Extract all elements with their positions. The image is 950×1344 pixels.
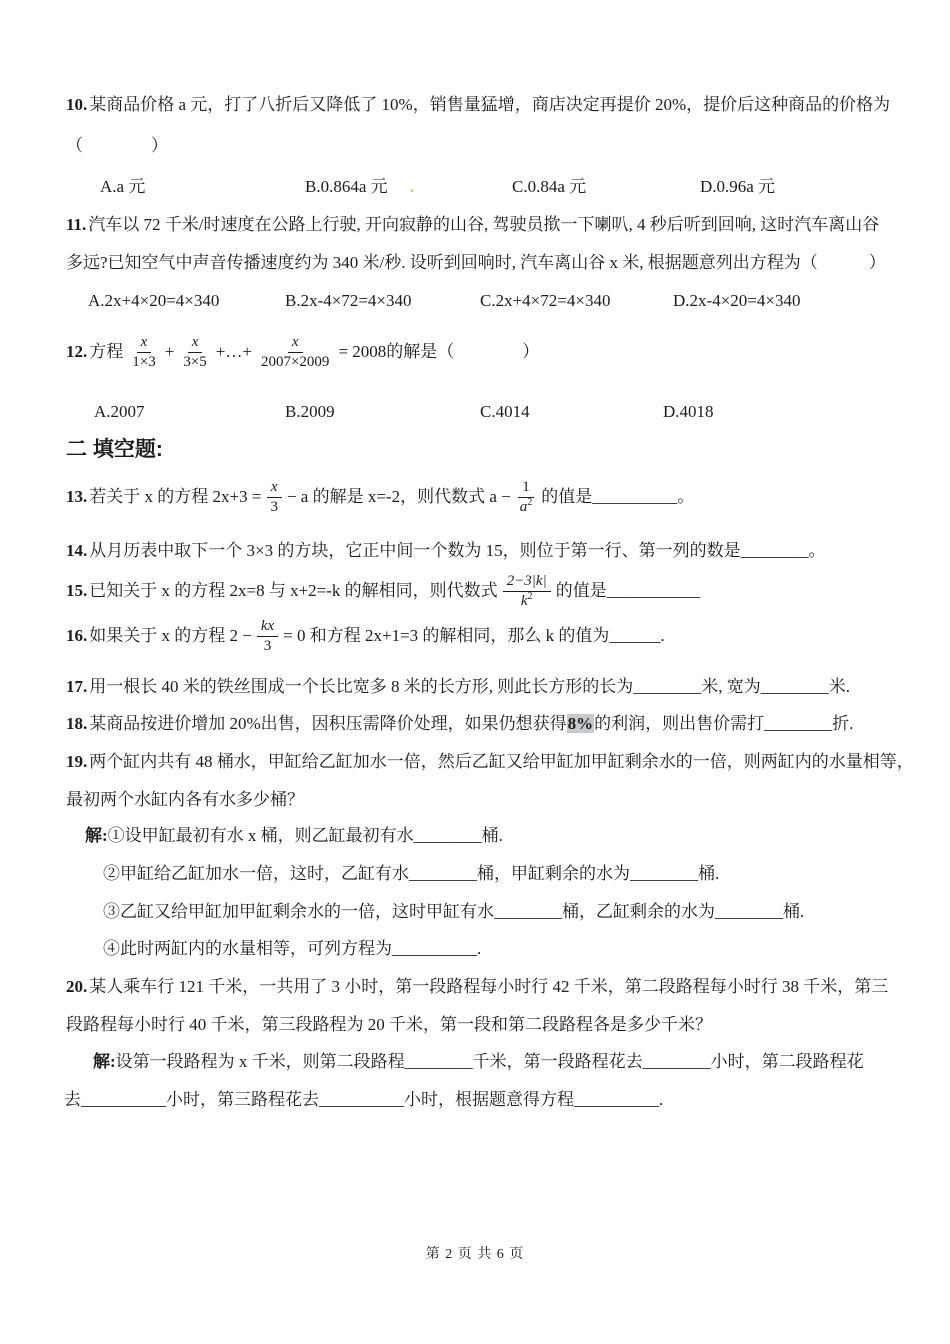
question-11-text2: 多远?已知空气中声音传播速度约为 340 米/秒. 设听到回响时, 汽车离山谷 x 米, 根据题意列出方程为（ ） — [66, 253, 886, 272]
question-12-number: 12. — [66, 342, 88, 361]
denominator-exponent: 2 — [527, 496, 533, 508]
question-16-text1: 如果关于 x 的方程 2 − — [89, 626, 252, 645]
question-17-number: 17. — [66, 677, 88, 696]
fraction-2 — [179, 333, 210, 372]
option-d: D.0.96a 元 — [700, 177, 776, 196]
fraction-numerator: 1 — [518, 478, 534, 498]
fraction-kx-over-3 — [257, 617, 278, 656]
question-15-text1: 已知关于 x 的方程 2x=8 与 x+2=-k 的解相同，则代数式 — [89, 581, 498, 600]
question-19-line1 — [66, 751, 914, 773]
question-13-text3: 的值是__________。 — [541, 487, 695, 506]
fraction-numerator: kx — [257, 617, 278, 637]
question-20-solution-line2 — [64, 1089, 663, 1111]
question-15-number: 15. — [66, 581, 88, 600]
fraction-denominator — [516, 498, 537, 517]
question-17-text: 用一根长 40 米的铁丝围成一个长比宽多 8 米的长方形, 则此长方形的长为________米, 宽为________米. — [89, 677, 850, 696]
fraction-denominator: 3 — [263, 637, 272, 654]
question-10-text: 某商品价格 a 元，打了八折后又降低了 10%，销售量猛增，商店决定再提价 20%，提价后这种商品的价格为 — [89, 95, 891, 114]
question-14 — [66, 540, 826, 562]
question-12-prefix: 方程 — [89, 342, 124, 361]
step-2-text: ②甲缸给乙缸加水一倍，这时，乙缸有水________桶，甲缸剩余的水为________桶. — [103, 864, 720, 883]
question-10-parens — [66, 135, 168, 157]
option-a: A.a 元 — [100, 177, 146, 196]
question-19-line2 — [66, 789, 304, 811]
highlighted-percentage: 8% — [567, 714, 594, 733]
fraction-x-over-3 — [266, 478, 282, 517]
question-15-text2: 的值是___________ — [555, 581, 701, 600]
question-11-text: 汽车以 72 千米/时速度在公路上行驶, 开向寂静的山谷, 驾驶员揿一下喇叭, 4 秒后听到回响, 这时汽车离山谷 — [88, 215, 880, 234]
question-10-options — [66, 176, 950, 198]
answer-parens: （ ） — [66, 136, 168, 155]
question-16 — [66, 612, 665, 660]
question-20-text1: 某人乘车行 121 千米，一共用了 3 小时，第一段路程每小时行 42 千米，第二段路程每小时行 38 千米，第三 — [89, 977, 889, 996]
question-13-text2: − a 的解是 x=-2，则代数式 a − — [286, 487, 511, 506]
question-13 — [66, 472, 694, 522]
question-18-number: 18. — [66, 714, 88, 733]
solution-text2: 去__________小时，第三路程花去__________小时，根据题意得方程__________. — [64, 1090, 664, 1109]
section-2-header: 二 填空题: — [66, 438, 163, 461]
option-c: C.0.84a 元 — [512, 177, 587, 196]
step-3-text: ③乙缸又给甲缸加甲缸剩余水的一倍，这时甲缸有水________桶，乙缸剩余的水为________桶. — [103, 902, 805, 921]
question-17 — [66, 676, 850, 698]
question-16-number: 16. — [66, 626, 88, 645]
option-c: C.2x+4×72=4×340 — [480, 291, 611, 310]
question-19-solution-step2 — [103, 863, 719, 885]
question-12 — [66, 327, 539, 377]
option-a: A.2x+4×20=4×340 — [88, 291, 220, 310]
question-18-text2: 的利润，则出售价需打________折. — [594, 714, 854, 733]
option-d: D.4018 — [663, 402, 714, 421]
fraction-3-numerator: x — [288, 333, 303, 353]
solution-label: 解: — [93, 1052, 116, 1071]
fraction-numerator: x — [267, 478, 282, 498]
plus-operator: + — [164, 342, 175, 361]
question-20-text2: 段路程每小时行 40 千米，第三段路程为 20 千米，第一段和第二段路程各是多少千米？ — [66, 1015, 712, 1034]
step-4-text: ④此时两缸内的水量相等，可列方程为__________. — [103, 939, 482, 958]
question-20-solution-line1 — [93, 1051, 864, 1073]
question-18 — [66, 713, 853, 735]
question-11-line2 — [66, 252, 886, 274]
question-19-number: 19. — [66, 752, 88, 771]
page-number-footer: 第 2 页 共 6 页 — [425, 1247, 525, 1262]
question-12-suffix: 的解是（ ） — [386, 342, 540, 361]
question-19-solution-step1 — [85, 825, 503, 847]
question-13-number: 13. — [66, 487, 88, 506]
fraction-denominator — [517, 592, 537, 611]
denominator-base: k — [520, 592, 528, 609]
question-18-text1: 某商品按进价增加 20%出售，因积压需降价处理，如果仍想获得 — [89, 714, 567, 733]
fraction-3 — [257, 333, 333, 372]
question-19-solution-step3 — [103, 901, 804, 923]
option-a: A.2007 — [94, 402, 145, 421]
fraction-2-numerator: x — [188, 333, 203, 353]
option-b: B.0.864a 元 — [305, 177, 388, 196]
question-10-number: 10. — [66, 95, 88, 114]
fraction-1-denominator: 1×3 — [132, 353, 156, 370]
step-1-text: ①设甲缸最初有水 x 桶，则乙缸最初有水________桶. — [107, 826, 503, 845]
option-b: B.2x-4×72=4×340 — [285, 291, 412, 310]
denominator-exponent: 2 — [527, 590, 533, 602]
fraction-2-3k-over-k2 — [503, 572, 551, 611]
fraction-1 — [128, 333, 159, 372]
question-16-text2: = 0 和方程 2x+1=3 的解相同，那么 k 的值为______. — [283, 626, 665, 645]
question-13-text1: 若关于 x 的方程 2x+3 = — [89, 487, 262, 506]
question-20-line1 — [66, 976, 888, 998]
question-15 — [66, 566, 700, 616]
ellipsis-operator: +…+ — [215, 342, 252, 361]
question-14-text: 从月历表中取下一个 3×3 的方块，它正中间一个数为 15，则位于第一行、第一列的数是________。 — [89, 541, 826, 560]
fraction-denominator: 3 — [270, 498, 278, 515]
question-20-number: 20. — [66, 977, 88, 996]
question-12-options — [66, 401, 950, 423]
question-19-text1: 两个缸内共有 48 桶水，甲缸给乙缸加水一倍，然后乙缸又给甲缸加甲缸剩余水的一倍，则两缸内的水量相等， — [89, 752, 914, 771]
equals-value: = 2008 — [338, 342, 387, 361]
question-10-line1 — [66, 94, 890, 116]
question-19-solution-step4 — [103, 938, 481, 960]
option-d: D.2x-4×20=4×340 — [673, 291, 801, 310]
fraction-1-numerator: x — [137, 333, 152, 353]
option-c: C.4014 — [480, 402, 530, 421]
denominator-base: a — [519, 498, 528, 515]
stray-mark: . — [410, 177, 415, 196]
solution-label: 解: — [85, 826, 108, 845]
question-11-options — [66, 290, 950, 312]
question-19-text2: 最初两个水缸内各有水多少桶？ — [66, 790, 304, 809]
solution-text1: 设第一段路程为 x 千米，则第二段路程________千米，第一段路程花去________小时，第二段路程花 — [115, 1052, 864, 1071]
fraction-1-over-a2 — [516, 478, 537, 517]
question-20-line2 — [66, 1014, 712, 1036]
question-11-line1 — [66, 214, 879, 236]
fraction-3-denominator: 2007×2009 — [260, 353, 330, 370]
fraction-2-denominator: 3×5 — [183, 353, 207, 370]
question-11-number: 11. — [66, 215, 87, 234]
fraction-numerator: 2−3|k| — [503, 572, 551, 592]
option-b: B.2009 — [285, 402, 335, 421]
question-14-number: 14. — [66, 541, 88, 560]
